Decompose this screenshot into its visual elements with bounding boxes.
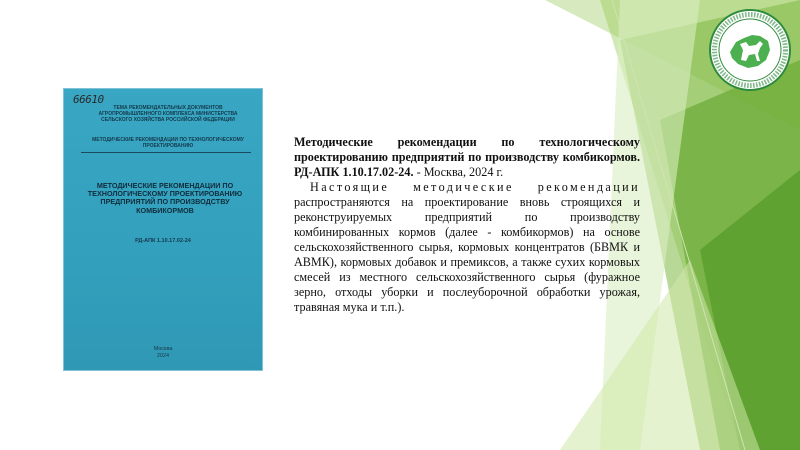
paragraph-lead: Настоящие методические рекомендации bbox=[310, 180, 640, 194]
heading-imprint: - Москва, 2024 г. bbox=[413, 165, 504, 179]
paragraph-body: распространяются на проектирование вновь строящихся и реконструируемых предприятий по производству комбинированных кормов (далее - комбикормов) на основе сельскохозяйственного сырья, кормовых концентратов (БВМК и АВМК), кормовых добавок и премиксов, а также сухих кормовых смесей из местного сельскохозяйственного сырья (фуражное зерно, отходы уборки и послеуборочной обработки урожая, травяная мука и т.п.). bbox=[294, 195, 640, 314]
description-text bbox=[294, 135, 640, 315]
cover-series-header: ТЕМА РЕКОМЕНДАТЕЛЬНЫХ ДОКУМЕНТОВ АГРОПРОМЫШЛЕННОГО КОМПЛЕКСА МИНИСТЕРСТВА СЕЛЬСКОГО ХОЗЯЙСТВА РОССИЙСКОЙ ФЕДЕРАЦИИ bbox=[98, 105, 238, 124]
bibliographic-heading bbox=[294, 135, 640, 180]
cover-city: Москва bbox=[153, 346, 173, 352]
horse-emblem-icon bbox=[708, 8, 792, 92]
description-paragraph bbox=[294, 180, 640, 315]
cover-series-subheader: МЕТОДИЧЕСКИЕ РЕКОМЕНДАЦИИ ПО ТЕХНОЛОГИЧЕСКОМУ ПРОЕКТИРОВАНИЮ bbox=[92, 137, 244, 150]
cover-document-code: РД-АПК 1.10.17.02-24 bbox=[135, 238, 191, 244]
cover-divider bbox=[81, 152, 251, 153]
heading-title: Методические рекомендации по технологическому проектированию предприятий по производству комбикормов. РД-АПК 1.10.17.02-24. bbox=[294, 135, 640, 179]
book-cover-photo bbox=[63, 88, 263, 371]
cover-title: МЕТОДИЧЕСКИЕ РЕКОМЕНДАЦИИ ПО ТЕХНОЛОГИЧЕСКОМУ ПРОЕКТИРОВАНИЮ ПРЕДПРИЯТИЙ ПО ПРОИЗВОДСТВУ КОМБИКОРМОВ bbox=[87, 181, 243, 215]
cover-imprint bbox=[133, 346, 193, 360]
cover-year: 2024 bbox=[156, 353, 170, 359]
inventory-mark: 66610 bbox=[73, 93, 104, 106]
